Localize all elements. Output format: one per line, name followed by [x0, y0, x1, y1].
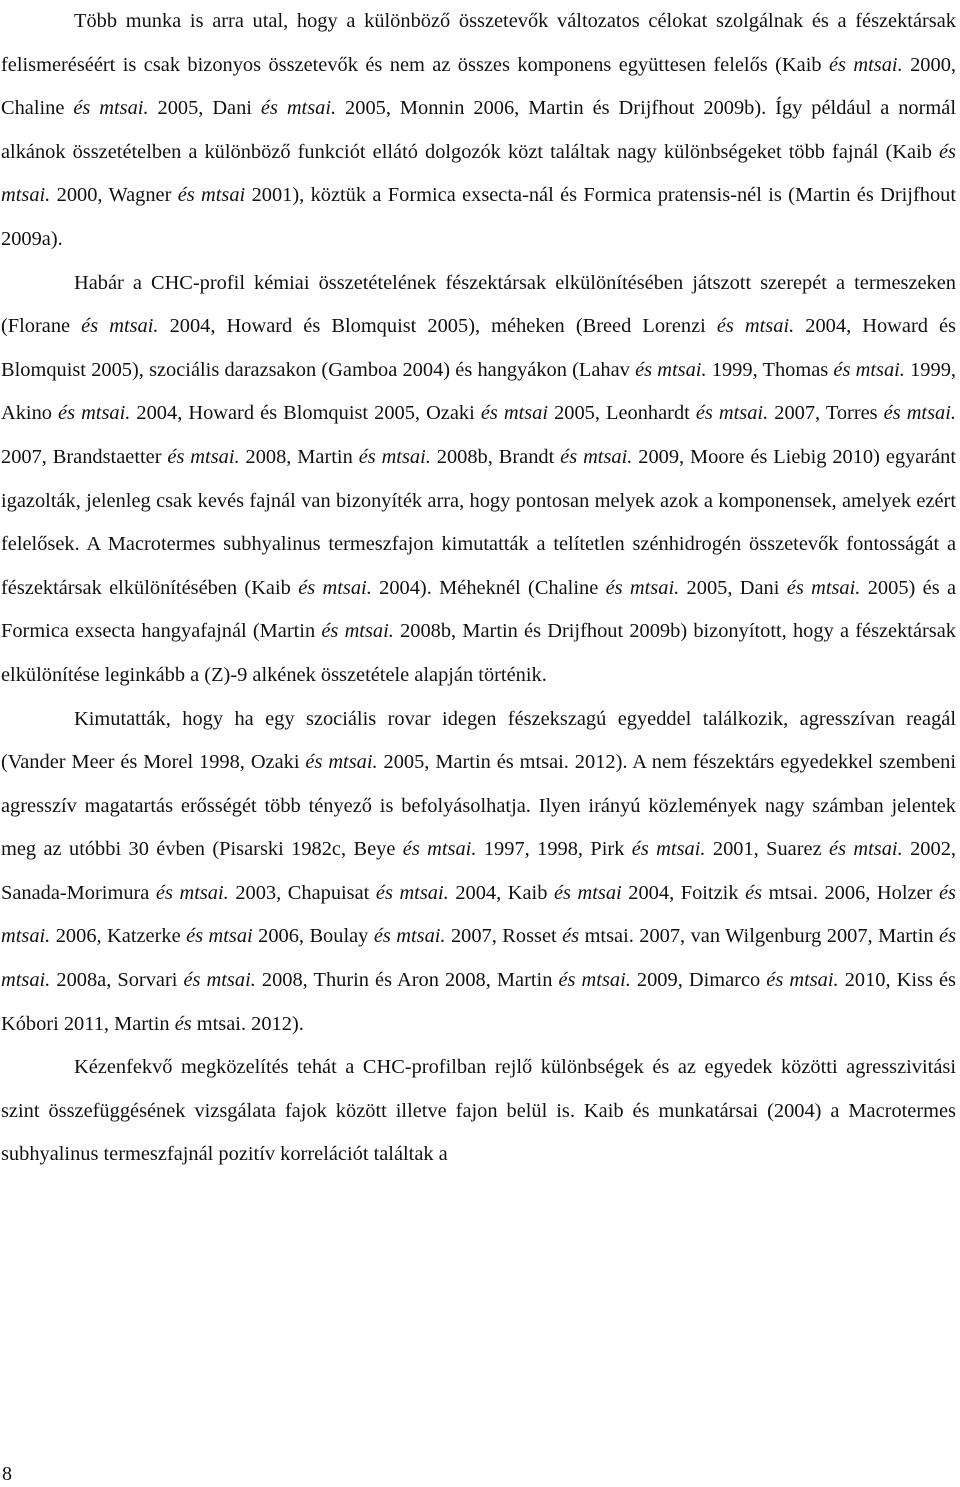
- text-run: 2003, Chapuisat: [228, 881, 376, 904]
- citation-etal: és mtsai.: [605, 576, 680, 599]
- text-run: 2008b, Brandt: [430, 445, 561, 468]
- text-run: 1999, Akino: [1, 358, 956, 425]
- text-run: mtsai. 2012).: [191, 1012, 304, 1035]
- text-run: 2005) és a Formica exsecta hangyafajnál (Martin: [1, 576, 957, 643]
- citation-etal: és mtsai.: [1, 881, 956, 948]
- citation-etal: és mtsai.: [155, 881, 229, 904]
- paragraph: [1, 0, 956, 262]
- citation-etal: és mtsai.: [635, 358, 707, 381]
- text-run: 2009, Moore és Liebig 2010) egyaránt igazolták, jelenleg csak kevés fajnál van bizonyíték arra, hogy pontosan melyek azok a komponensek, amelyek ezért felelősek. A Macrotermes subhyalinus termeszfajon kimutatták a telítetlen szénhidrogén összetevők fontosságát a fészektársak elkülönítésében (Kaib: [1, 445, 957, 599]
- text-run: Habár a CHC-profil kémiai összetételének fészektársak elkülönítésében játszott szerepét a termeszeken (Florane: [1, 271, 956, 338]
- citation-etal: és: [174, 1012, 192, 1035]
- text-run: 2008, Martin: [239, 445, 359, 468]
- text-run: 2006, Boulay: [252, 925, 374, 948]
- text-run: 1997, 1998, Pirk: [476, 838, 632, 861]
- citation-etal: és mtsai.: [81, 315, 159, 338]
- text-run: Kézenfekvő megközelítés tehát a CHC-profilban rejlő különbségek és az egyedek közötti agresszivitási szint összefüggésének vizsgálata fajok között illetve fajon belül is. Kaib és munkatársai (2004) a Macrotermes subhyalinus termeszfajnál pozitív korrelációt találtak a: [1, 1056, 956, 1166]
- citation-etal: és mtsai: [177, 184, 246, 207]
- text-run: 2004, Howard és Blomquist 2005, Ozaki: [130, 402, 481, 425]
- citation-etal: és mtsai: [480, 402, 549, 425]
- text-run: 2005, Dani: [679, 576, 787, 599]
- citation-etal: és mtsai.: [358, 445, 431, 468]
- citation-etal: és mtsai.: [558, 969, 631, 992]
- citation-etal: és mtsai.: [375, 881, 449, 904]
- citation-etal: és mtsai: [186, 925, 253, 948]
- citation-etal: és mtsai.: [833, 358, 905, 381]
- text-run: 2007, Torres: [768, 402, 884, 425]
- text-run: 2002, Sanada-Morimura: [1, 838, 956, 904]
- text-run: 2007, Brandstaetter: [1, 445, 168, 468]
- text-run: 2008a, Sorvari: [50, 969, 184, 992]
- citation-etal: és mtsai.: [695, 402, 769, 425]
- text-run: mtsai. 2006, Holzer: [762, 881, 939, 904]
- citation-etal: és mtsai.: [73, 97, 149, 120]
- citation-etal: és mtsai.: [1, 140, 956, 207]
- citation-etal: és mtsai.: [402, 838, 477, 861]
- text-run: 2005, Monnin 2006, Martin és Drijfhout 2009b). Így például a normál alkánok összetételben a különböző funkciót ellátó dolgozók közt találtak nagy különbségeket több fajnál (Kaib: [1, 97, 956, 163]
- text-run: 2006, Katzerke: [50, 925, 187, 948]
- citation-etal: és mtsai.: [560, 445, 633, 468]
- body-text: [1, 0, 956, 1177]
- text-run: 2001, Suarez: [705, 838, 830, 861]
- text-run: 2000, Wagner: [50, 184, 178, 207]
- text-run: 1999, Thomas: [706, 358, 834, 381]
- text-run: 2000, Chaline: [1, 53, 956, 120]
- text-run: 2004, Howard és Blomquist 2005), szociális darazsakon (Gamboa 2004) és hangyákon (Lahav: [1, 315, 956, 381]
- paragraph: [1, 698, 956, 1047]
- citation-etal: és mtsai.: [1, 925, 957, 992]
- citation-etal: és mtsai.: [305, 751, 378, 774]
- citation-etal: és mtsai.: [883, 402, 956, 425]
- text-run: 2009, Dimarco: [630, 969, 767, 992]
- citation-etal: és mtsai.: [183, 969, 256, 992]
- citation-etal: és mtsai.: [167, 445, 240, 468]
- paragraph: [1, 1046, 956, 1177]
- citation-etal: és mtsai.: [631, 838, 706, 861]
- text-run: 2004). Méheknél (Chaline: [371, 576, 606, 599]
- text-run: 2005, Dani: [148, 97, 261, 120]
- text-run: 2004, Foitzik: [621, 881, 746, 904]
- citation-etal: és mtsai.: [58, 402, 131, 425]
- citation-etal: és: [562, 925, 580, 948]
- paragraph: [1, 262, 956, 698]
- citation-etal: és mtsai.: [766, 969, 839, 992]
- text-run: 2008, Thurin és Aron 2008, Martin: [255, 969, 559, 992]
- text-run: 2010, Kiss és Kóbori 2011, Martin: [1, 969, 956, 1035]
- citation-etal: és mtsai.: [716, 315, 795, 338]
- citation-etal: és mtsai.: [260, 97, 337, 120]
- citation-etal: és: [745, 881, 763, 904]
- text-run: mtsai. 2007, van Wilgenburg 2007, Martin: [579, 925, 940, 948]
- text-run: 2005, Leonhardt: [548, 402, 696, 425]
- text-run: 2007, Rosset: [445, 925, 563, 948]
- text-run: Több munka is arra utal, hogy a különböző összetevők változatos célokat szolgálnak és a fészektársak felismeréséért is csak bizonyos összetevők és nem az összes komponens együttesen felelős (Kaib: [1, 10, 956, 76]
- text-run: 2004, Howard és Blomquist 2005), méheken (Breed Lorenzi: [158, 315, 717, 338]
- citation-etal: és mtsai.: [829, 53, 903, 76]
- citation-etal: és mtsai: [553, 881, 622, 904]
- citation-etal: és mtsai.: [373, 925, 446, 948]
- text-run: Kimutatták, hogy ha egy szociális rovar idegen fészekszagú egyeddel találkozik, agresszívan reagál (Vander Meer és Morel 1998, Ozaki: [1, 707, 956, 774]
- text-run: 2004, Kaib: [448, 881, 554, 904]
- page-number: 8: [2, 1463, 12, 1485]
- text-run: 2001), köztük a Formica exsecta-nál és Formica pratensis-nél is (Martin és Drijfhout 2009a).: [1, 184, 957, 250]
- text-run: 2008b, Martin és Drijfhout 2009b) bizonyított, hogy a fészektársak elkülönítése leginkább a (Z)-9 alkének összetétele alapján történik.: [1, 620, 956, 686]
- text-run: 2005, Martin és mtsai. 2012). A nem fészektárs egyedekkel szembeni agresszív magatartás erősségét több tényező is befolyásolhatja. Ilyen irányú közlemények nagy számban jelentek meg az utóbbi 30 évben (Pisarski 1982c, Beye: [1, 751, 956, 861]
- citation-etal: és mtsai.: [321, 620, 394, 643]
- citation-etal: és mtsai.: [786, 576, 861, 599]
- citation-etal: és mtsai.: [829, 838, 903, 861]
- citation-etal: és mtsai.: [298, 576, 372, 599]
